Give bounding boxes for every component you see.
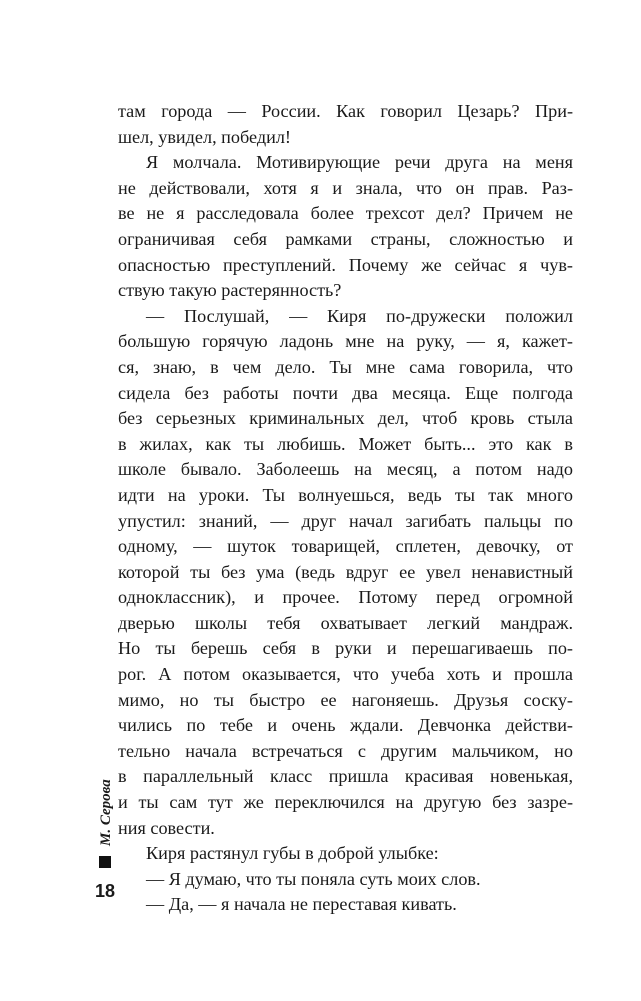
text-line: которой ты без ума (ведь вдруг ее увел ненавистный	[118, 561, 573, 582]
text-line: одноклассник), и прочее. Потому перед огромной	[118, 587, 573, 608]
text-line: одному, — шуток товарищей, сплетен, девочку, от	[118, 536, 573, 557]
paragraph	[118, 867, 573, 893]
text-line: — Я думаю, что ты поняла суть моих слов.	[146, 868, 481, 889]
body-text	[118, 99, 573, 918]
text-line: рог. А потом оказывается, что учеба хоть и прошла	[118, 664, 573, 685]
text-line: школе бывало. Заболеешь на месяц, а потом надо	[118, 459, 573, 480]
paragraph	[118, 892, 573, 918]
text-line: большую горячую ладонь мне на руку, — я, кажет-	[118, 331, 573, 352]
text-line: — Послушай, — Киря по-дружески положил	[146, 305, 573, 326]
text-line: шел, увидел, победил!	[118, 126, 291, 147]
text-line: не действовали, хотя я и знала, что он прав. Раз-	[118, 177, 573, 198]
text-line: тельно начала встречаться с другим мальчиком, но	[118, 740, 573, 761]
text-line: ствую такую растерянность?	[118, 280, 342, 301]
text-line: мимо, но ты быстро ее нагоняешь. Друзья соску-	[118, 689, 573, 710]
text-line: ве не я расследовала более трехсот дел? Причем не	[118, 203, 573, 224]
text-line: ся, знаю, в чем дело. Ты мне сама говорила, что	[118, 356, 573, 377]
margin-square-marker	[99, 856, 111, 868]
text-line: там города — России. Как говорил Цезарь? При-	[118, 101, 573, 121]
page-number: 18	[95, 881, 116, 901]
text-line: без серьезных криминальных дел, чтоб кровь стыла	[118, 408, 573, 429]
text-line: идти на уроки. Ты волнуешься, ведь ты так много	[118, 484, 573, 505]
text-line: Но ты берешь себя в руки и перешагиваешь по-	[118, 638, 573, 659]
text-line: дверью школы тебя охватывает легкий мандраж.	[118, 612, 573, 633]
text-line: ограничивая себя рамками страны, сложностью и	[118, 228, 573, 249]
paragraph	[118, 841, 573, 867]
text-line: Киря растянул губы в доброй улыбке:	[146, 843, 439, 864]
paragraph	[118, 304, 573, 841]
text-line: в параллельный класс пришла красивая новенькая,	[118, 766, 573, 787]
text-line: чились по тебе и очень ждали. Девчонка действи-	[118, 715, 573, 736]
paragraph	[118, 99, 573, 150]
text-line: упустил: знаний, — друг начал загибать пальцы по	[118, 510, 573, 531]
text-line: Я молчала. Мотивирующие речи друга на меня	[146, 152, 573, 173]
text-line: сидела без работы почти два месяца. Еще полгода	[118, 382, 573, 403]
text-line: ния совести.	[118, 817, 215, 838]
text-line: в жилах, как ты любишь. Может быть... это как в	[118, 433, 573, 454]
running-author-name: М. Серова	[98, 779, 114, 846]
paragraph	[118, 150, 573, 304]
text-line: — Да, — я начала не переставая кивать.	[146, 894, 457, 915]
text-line: и ты сам тут же переключился на другую без зазре-	[118, 792, 573, 813]
text-line: опасностью преступлений. Почему же сейчас я чув-	[118, 254, 573, 275]
